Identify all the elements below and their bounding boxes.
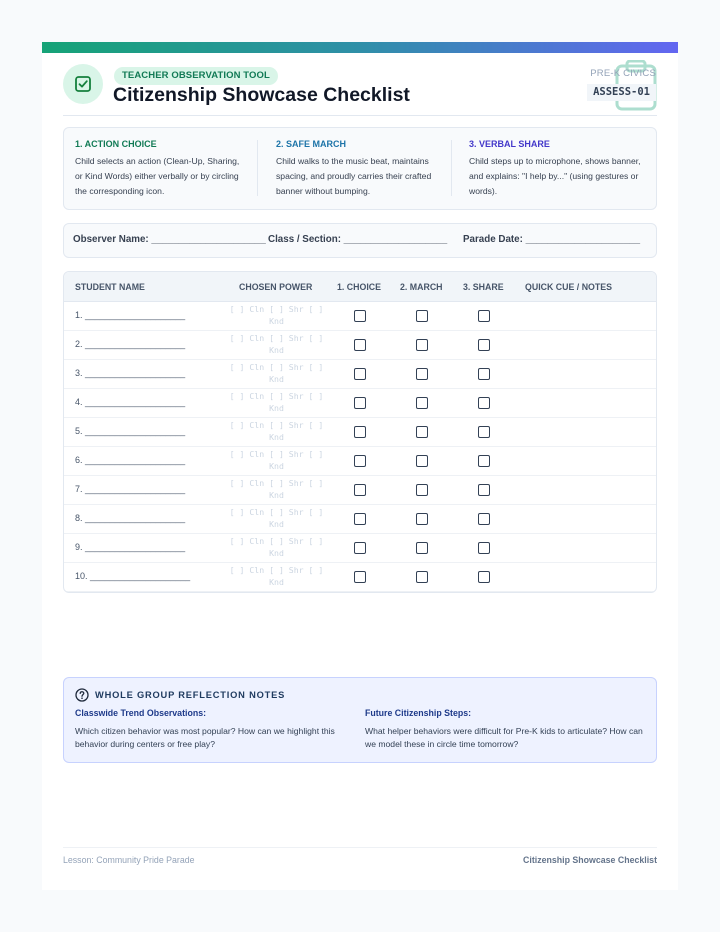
chosen-power-options[interactable]: [ ] Cln [ ] Shr [ ] Knd (229, 536, 324, 558)
chosen-power-options[interactable]: [ ] Cln [ ] Shr [ ] Knd (229, 362, 324, 384)
step-action-choice (75, 139, 249, 199)
share-checkbox[interactable] (478, 368, 490, 380)
share-checkbox[interactable] (478, 542, 490, 554)
col-chosen-power: CHOSEN POWER (239, 282, 313, 292)
choice-checkbox[interactable] (354, 426, 366, 438)
observer-info-bar (63, 223, 657, 258)
page-title: Citizenship Showcase Checklist (113, 84, 410, 106)
subject-tag: PRE-K CIVICS (590, 68, 656, 79)
student-name-field[interactable]: 6. ____________________ (75, 455, 186, 465)
step-verbal-share (469, 139, 643, 199)
choice-checkbox[interactable] (354, 310, 366, 322)
chosen-power-options[interactable]: [ ] Cln [ ] Shr [ ] Knd (229, 507, 324, 529)
student-name-field[interactable]: 3. ____________________ (75, 368, 186, 378)
reflection-header (75, 688, 285, 702)
student-name-field[interactable]: 2. ____________________ (75, 339, 186, 349)
table-row (64, 562, 656, 592)
tool-badge: TEACHER OBSERVATION TOOL (114, 67, 278, 85)
assessment-code: ASSESS-01 (587, 84, 656, 101)
steps-panel (63, 127, 657, 210)
step-text: Child steps up to microphone, shows banner, and explains: "I help by..." (using gestures or words). (469, 156, 641, 196)
march-checkbox[interactable] (416, 542, 428, 554)
march-checkbox[interactable] (416, 310, 428, 322)
accent-bar (42, 42, 678, 53)
col-notes: QUICK CUE / NOTES (525, 282, 612, 292)
future-text: What helper behaviors were difficult for Pre-K kids to articulate? How can we model these in circle time tomorrow? (365, 726, 643, 749)
reflection-panel (63, 677, 657, 763)
chosen-power-options[interactable]: [ ] Cln [ ] Shr [ ] Knd (229, 304, 324, 326)
choice-checkbox[interactable] (354, 339, 366, 351)
table-row (64, 388, 656, 418)
step-text: Child walks to the music beat, maintains spacing, and proudly carries their crafted banner without bumping. (276, 156, 432, 196)
step-title: 2. SAFE MARCH (276, 139, 347, 149)
march-checkbox[interactable] (416, 484, 428, 496)
share-checkbox[interactable] (478, 484, 490, 496)
trend-text: Which citizen behavior was most popular? How can we highlight this behavior during centers or free play? (75, 726, 335, 749)
student-name-field[interactable]: 4. ____________________ (75, 397, 186, 407)
chosen-power-options[interactable]: [ ] Cln [ ] Shr [ ] Knd (229, 478, 324, 500)
student-name-field[interactable]: 1. ____________________ (75, 310, 186, 320)
choice-checkbox[interactable] (354, 571, 366, 583)
march-checkbox[interactable] (416, 513, 428, 525)
table-row (64, 330, 656, 360)
step-title: 3. VERBAL SHARE (469, 139, 550, 149)
share-checkbox[interactable] (478, 310, 490, 322)
share-checkbox[interactable] (478, 397, 490, 409)
table-row (64, 446, 656, 476)
table-row (64, 533, 656, 563)
observer-name-field[interactable]: Observer Name: _____________________ (73, 234, 266, 245)
footer-lesson: Lesson: Community Pride Parade (63, 855, 195, 865)
choice-checkbox[interactable] (354, 455, 366, 467)
trend-title: Classwide Trend Observations: (75, 708, 207, 718)
trend-observations (75, 708, 355, 751)
march-checkbox[interactable] (416, 397, 428, 409)
share-checkbox[interactable] (478, 513, 490, 525)
share-checkbox[interactable] (478, 339, 490, 351)
chosen-power-options[interactable]: [ ] Cln [ ] Shr [ ] Knd (229, 449, 324, 471)
table-row (64, 359, 656, 389)
choice-checkbox[interactable] (354, 513, 366, 525)
student-name-field[interactable]: 5. ____________________ (75, 426, 186, 436)
march-checkbox[interactable] (416, 368, 428, 380)
step-safe-march (276, 139, 450, 199)
table-header (64, 272, 656, 302)
future-steps (365, 708, 645, 751)
chosen-power-options[interactable]: [ ] Cln [ ] Shr [ ] Knd (229, 420, 324, 442)
march-checkbox[interactable] (416, 426, 428, 438)
checkbox-icon (63, 64, 103, 104)
march-checkbox[interactable] (416, 571, 428, 583)
footer-divider (63, 847, 657, 848)
table-row (64, 417, 656, 447)
student-name-field[interactable]: 8. ____________________ (75, 513, 186, 523)
chosen-power-options[interactable]: [ ] Cln [ ] Shr [ ] Knd (229, 565, 324, 587)
col-march: 2. MARCH (400, 282, 443, 292)
table-row (64, 475, 656, 505)
divider (451, 140, 452, 196)
header-divider (63, 115, 657, 116)
student-name-field[interactable]: 9. ____________________ (75, 542, 186, 552)
footer-title: Citizenship Showcase Checklist (523, 855, 657, 865)
observation-table (63, 271, 657, 593)
col-student-name: STUDENT NAME (75, 282, 145, 292)
table-row (64, 301, 656, 331)
share-checkbox[interactable] (478, 426, 490, 438)
choice-checkbox[interactable] (354, 484, 366, 496)
reflection-title: WHOLE GROUP REFLECTION NOTES (95, 690, 286, 700)
share-checkbox[interactable] (478, 455, 490, 467)
worksheet-page (42, 42, 678, 890)
chosen-power-options[interactable]: [ ] Cln [ ] Shr [ ] Knd (229, 391, 324, 413)
parade-date-field[interactable]: Parade Date: _____________________ (463, 234, 641, 245)
choice-checkbox[interactable] (354, 368, 366, 380)
question-icon (75, 688, 89, 702)
choice-checkbox[interactable] (354, 542, 366, 554)
share-checkbox[interactable] (478, 571, 490, 583)
col-share: 3. SHARE (463, 282, 504, 292)
future-title: Future Citizenship Steps: (365, 708, 472, 718)
step-text: Child selects an action (Clean-Up, Sharing, or Kind Words) either verbally or by circling the corresponding icon. (75, 156, 240, 196)
col-choice: 1. CHOICE (337, 282, 381, 292)
table-row (64, 504, 656, 534)
chosen-power-options[interactable]: [ ] Cln [ ] Shr [ ] Knd (229, 333, 324, 355)
class-section-field[interactable]: Class / Section: ___________________ (268, 234, 448, 245)
march-checkbox[interactable] (416, 455, 428, 467)
choice-checkbox[interactable] (354, 397, 366, 409)
step-title: 1. ACTION CHOICE (75, 139, 157, 149)
divider (257, 140, 258, 196)
student-name-field[interactable]: 10. ____________________ (75, 571, 191, 581)
student-name-field[interactable]: 7. ____________________ (75, 484, 186, 494)
march-checkbox[interactable] (416, 339, 428, 351)
